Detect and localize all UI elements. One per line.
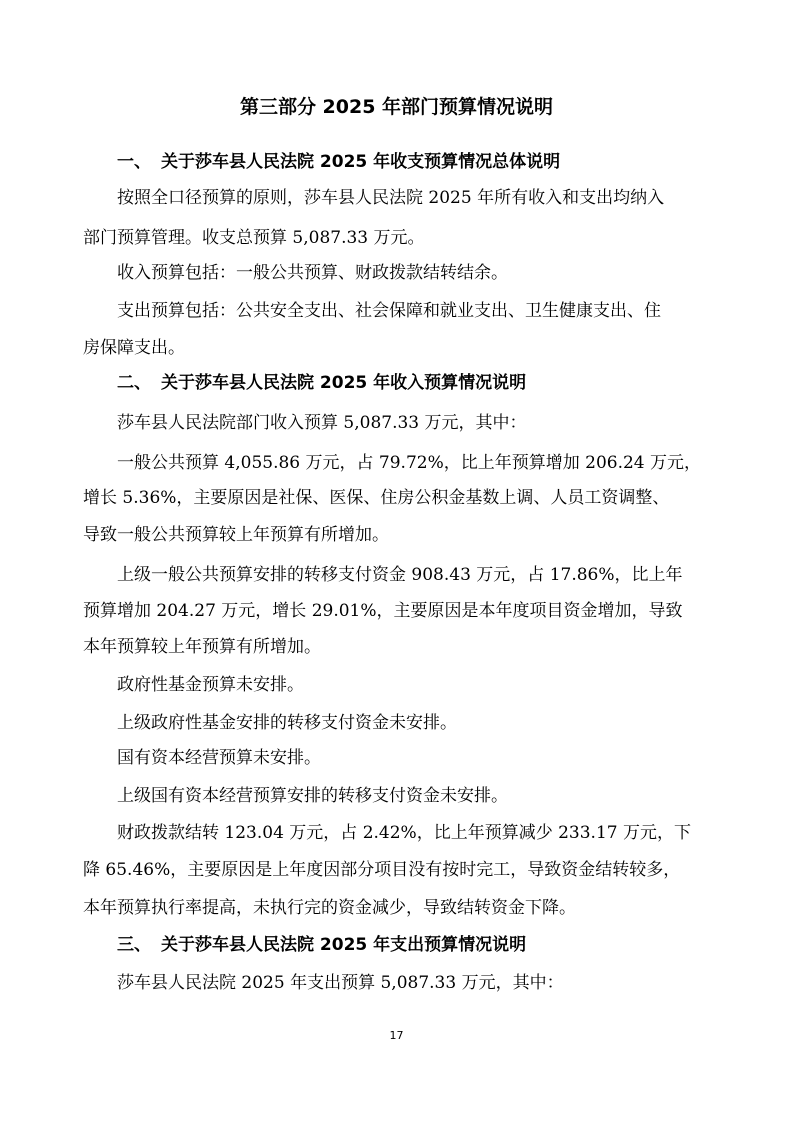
page-title: 第三部分 2025 年部门预算情况说明 (239, 96, 554, 118)
section-heading-2-text: 关于莎车县人民法院 2025 年收入预算情况说明 (161, 373, 527, 393)
paragraph-line: 莎车县人民法院 2025 年支出预算 5,087.33 万元，其中： (117, 973, 564, 993)
paragraph-line: 按照全口径预算的原则，莎车县人民法院 2025 年所有收入和支出均纳入 (117, 188, 665, 208)
page-number: 17 (389, 1029, 404, 1042)
paragraph-line: 上级政府性基金安排的转移支付资金未安排。 (117, 713, 457, 733)
paragraph-line: 预算增加 204.27 万元，增长 29.01%，主要原因是本年度项目资金增加，导致 (83, 601, 683, 621)
section-number-3: 三、 (117, 935, 151, 955)
section-heading-3-text: 关于莎车县人民法院 2025 年支出预算情况说明 (161, 935, 527, 955)
paragraph-line: 国有资本经营预算未安排。 (117, 748, 321, 768)
paragraph-line: 降 65.46%，主要原因是上年度因部分项目没有按时完工，导致资金结转较多， (83, 860, 681, 880)
paragraph-line: 一般公共预算 4,055.86 万元，占 79.72%，比上年预算增加 206.24 万元， (117, 453, 702, 473)
paragraph-line: 增长 5.36%，主要原因是社保、医保、住房公积金基数上调、人员工资调整、 (83, 488, 670, 508)
paragraph-line: 上级国有资本经营预算安排的转移支付资金未安排。 (117, 786, 508, 806)
paragraph-line: 导致一般公共预算较上年预算有所增加。 (83, 525, 389, 545)
paragraph-line: 莎车县人民法院部门收入预算 5,087.33 万元，其中： (117, 413, 527, 433)
section-heading-2 (117, 370, 526, 396)
section-heading-1 (117, 149, 560, 175)
paragraph-line: 政府性基金预算未安排。 (117, 675, 304, 695)
paragraph-line: 部门预算管理。收支总预算 5,087.33 万元。 (83, 228, 425, 248)
paragraph-line: 上级一般公共预算安排的转移支付资金 908.43 万元，占 17.86%，比上年 (117, 565, 683, 585)
section-heading-3 (117, 932, 526, 958)
paragraph-line: 房保障支出。 (83, 338, 185, 358)
section-number-2: 二、 (117, 373, 151, 393)
paragraph-line: 收入预算包括：一般公共预算、财政拨款结转结余。 (117, 263, 508, 283)
section-heading-1-text: 关于莎车县人民法院 2025 年收支预算情况总体说明 (161, 152, 561, 172)
paragraph-line: 支出预算包括：公共安全支出、社会保障和就业支出、卫生健康支出、住 (117, 301, 661, 321)
paragraph-line: 财政拨款结转 123.04 万元，占 2.42%，比上年预算减少 233.17 万元，下 (117, 823, 691, 843)
section-number-1: 一、 (117, 152, 151, 172)
paragraph-line: 本年预算较上年预算有所增加。 (83, 637, 321, 657)
paragraph-line: 本年预算执行率提高，未执行完的资金减少，导致结转资金下降。 (83, 898, 576, 918)
